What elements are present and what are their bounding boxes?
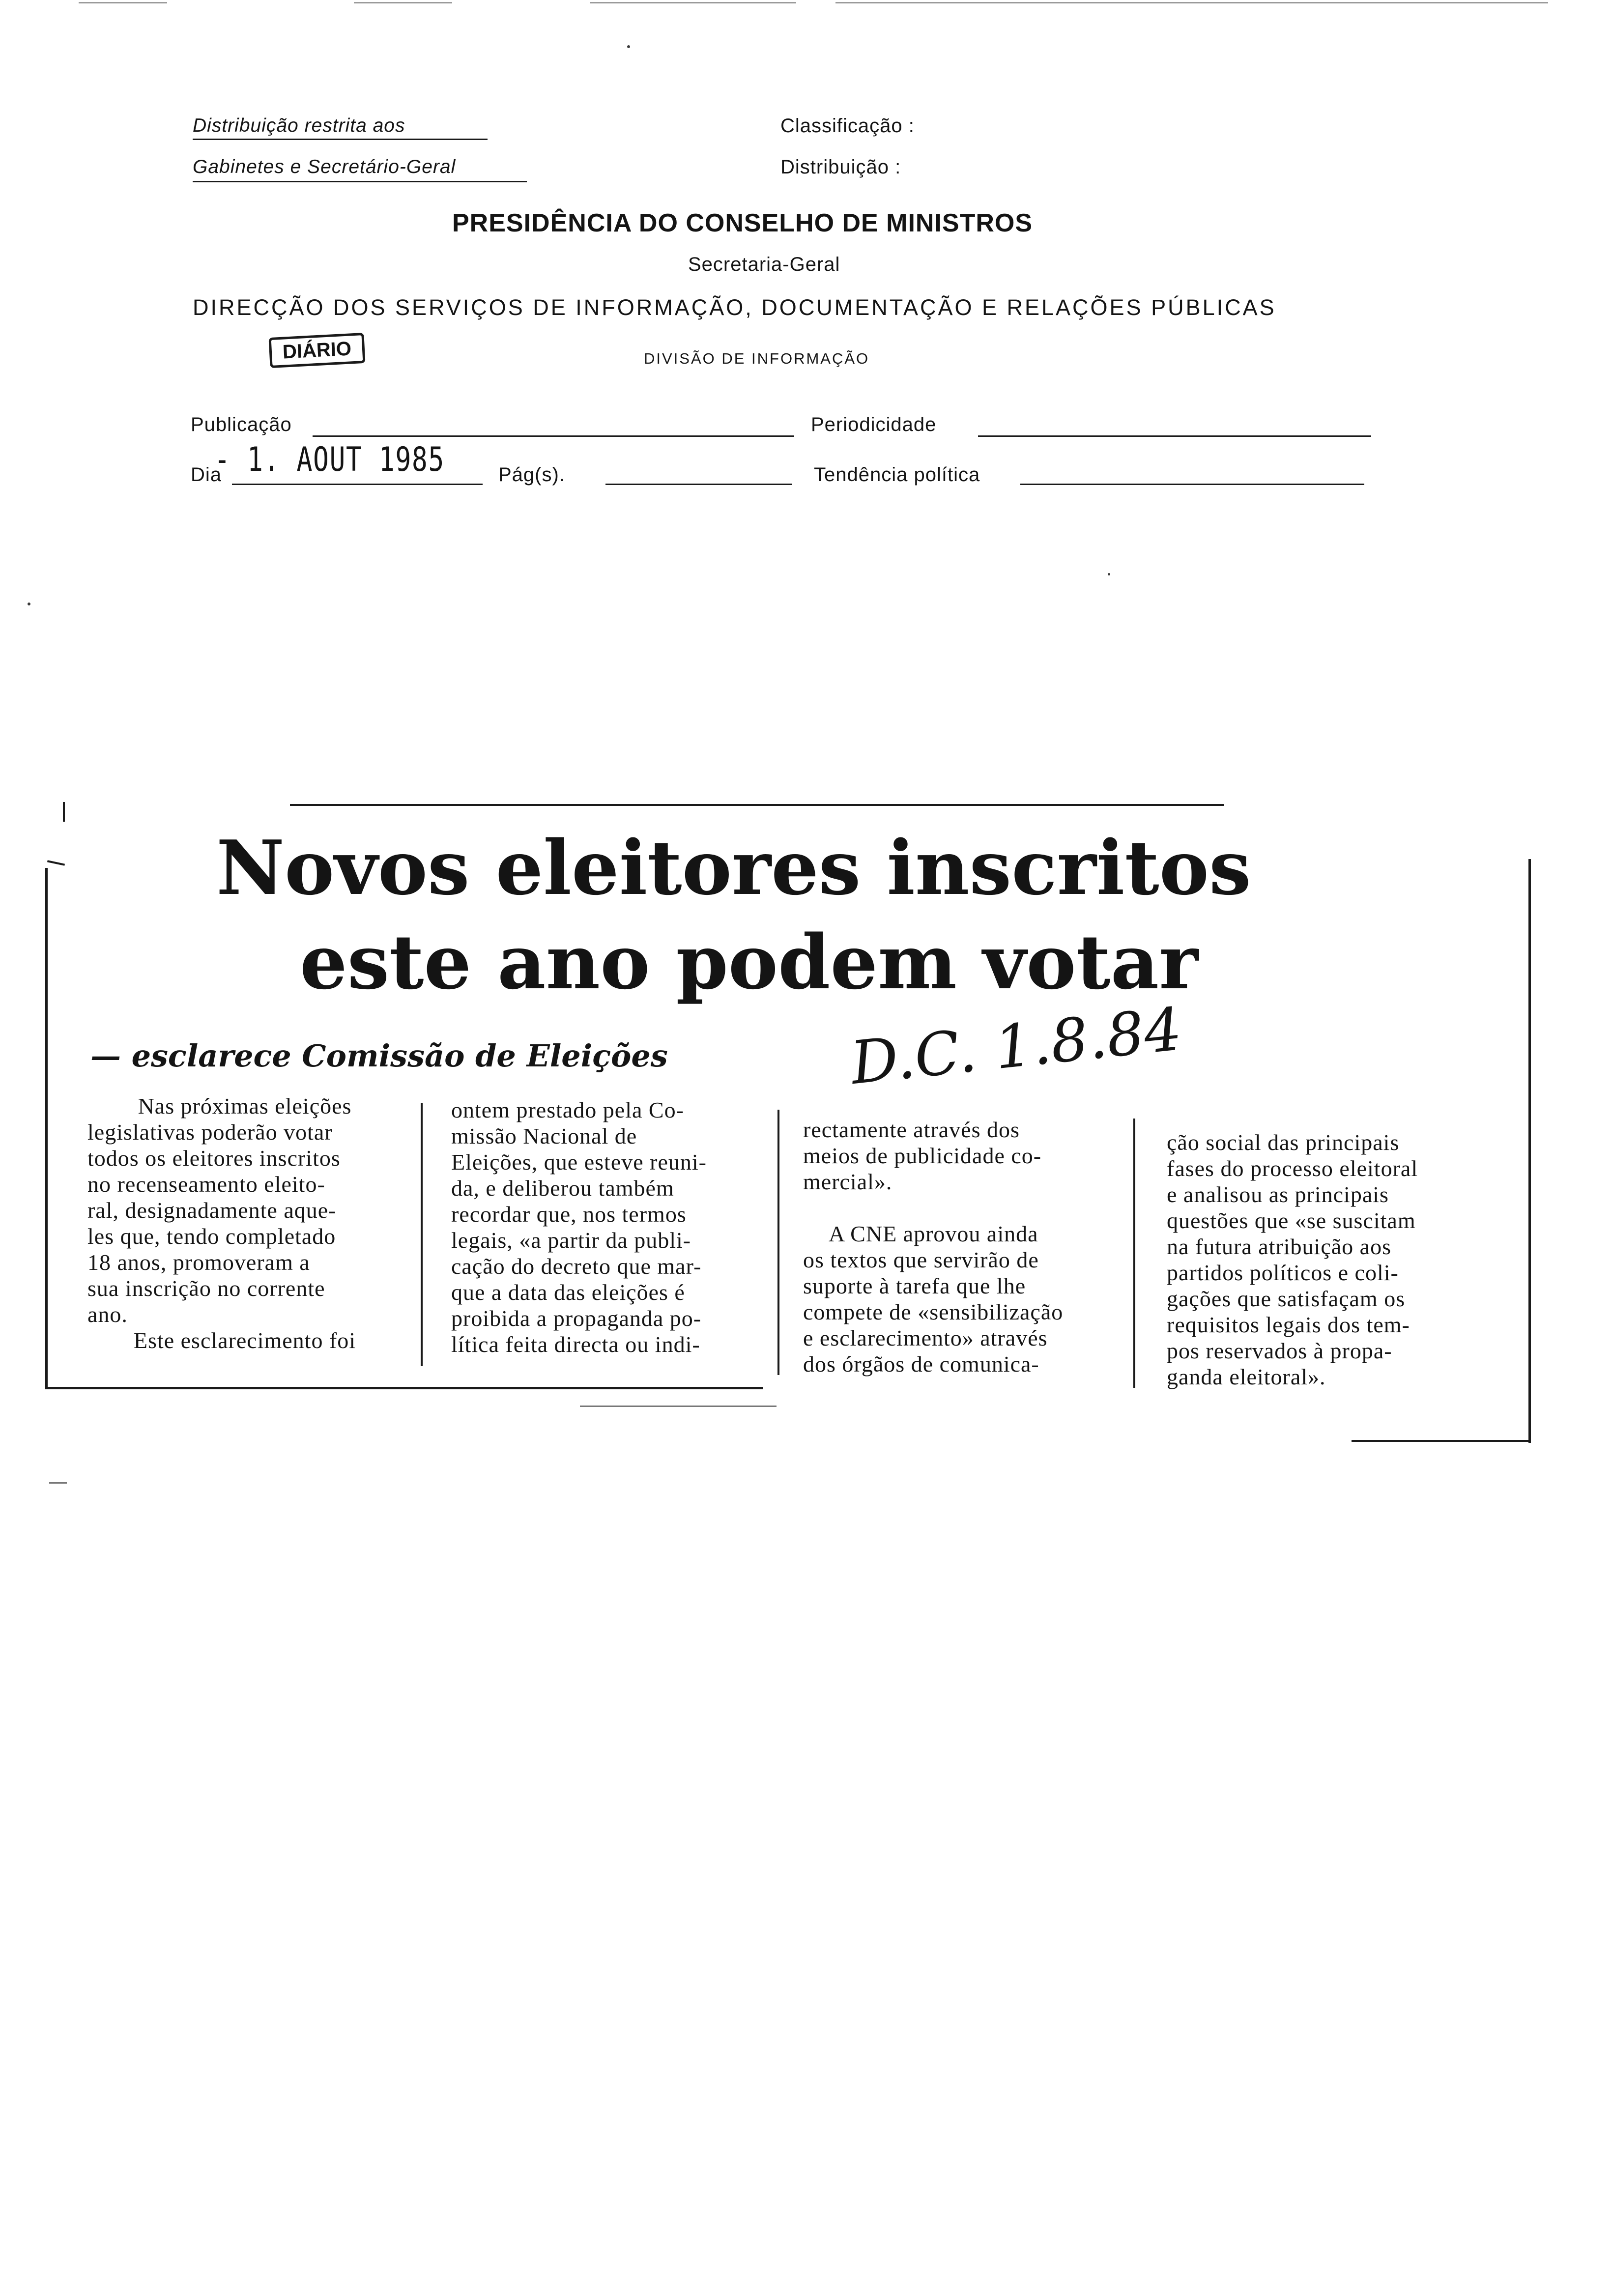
article-line: compete de «sensibilização xyxy=(803,1299,1064,1324)
publicacao-label: Publicação xyxy=(191,414,292,435)
pags-field-line xyxy=(605,484,792,485)
article-line: ganda eleitoral». xyxy=(1167,1364,1326,1389)
article-line: sua inscrição no corrente xyxy=(87,1276,325,1301)
direction-title: DIRECÇÃO DOS SERVIÇOS DE INFORMAÇÃO, DOCUMENTAÇÃO E RELAÇÕES PÚBLICAS xyxy=(193,295,1276,320)
article-line: A CNE aprovou ainda xyxy=(829,1221,1038,1246)
clip-right-border xyxy=(1528,859,1531,1443)
periodicidade-label: Periodicidade xyxy=(811,414,937,435)
article-line: meios de publicidade co- xyxy=(803,1143,1042,1168)
scan-edge-line xyxy=(835,2,1548,3)
article-line: recordar que, nos termos xyxy=(451,1202,687,1227)
classificacao-label: Classificação : xyxy=(780,115,915,137)
article-line: rectamente através dos xyxy=(803,1117,1020,1142)
scan-speck xyxy=(28,603,30,605)
tendencia-label: Tendência política xyxy=(814,464,980,486)
publication-stamp: DIÁRIO xyxy=(269,333,366,368)
article-line: e analisou as principais xyxy=(1167,1182,1389,1207)
subheadline: — esclarece Comissão de Eleições xyxy=(90,1038,668,1074)
clip-top-rule xyxy=(290,804,1224,806)
division-label: DIVISÃO DE INFORMAÇÃO xyxy=(644,350,870,367)
headline-line2: este ano podem votar xyxy=(300,918,1199,1006)
article-line: ral, designadamente aque- xyxy=(87,1198,337,1223)
article-line: legislativas poderão votar xyxy=(87,1119,333,1145)
distribuicao-label: Distribuição : xyxy=(780,156,901,178)
article-line: todos os eleitores inscritos xyxy=(87,1146,341,1171)
scan-edge-line xyxy=(354,2,452,3)
article-line: pos reservados à propa- xyxy=(1167,1338,1392,1363)
clip-bottom-border xyxy=(580,1406,777,1407)
article-line: ontem prestado pela Co- xyxy=(451,1097,684,1122)
scan-speck xyxy=(627,45,630,48)
article-line: 18 anos, promoveram a xyxy=(87,1250,310,1275)
article-line: proibida a propaganda po- xyxy=(451,1306,702,1331)
clip-edge-mark xyxy=(47,860,65,865)
article-line: que a data das eleições é xyxy=(451,1280,685,1305)
column-rule xyxy=(1133,1119,1135,1388)
column-rule xyxy=(421,1103,423,1366)
article-line: partidos políticos e coli- xyxy=(1167,1260,1399,1285)
clip-edge-mark xyxy=(63,802,65,822)
scan-edge-line xyxy=(590,2,796,3)
clip-left-border xyxy=(45,868,48,1389)
scan-edge-line xyxy=(49,1482,67,1484)
handwritten-note: D.C. 1.8.84 xyxy=(847,995,1185,1098)
headline-line1: Novos eleitores inscritos xyxy=(216,824,1251,912)
restricted-distribution-line2: Gabinetes e Secretário-Geral xyxy=(193,156,456,177)
pags-label: Pág(s). xyxy=(498,464,565,486)
article-line: e esclarecimento» através xyxy=(803,1325,1048,1350)
article-line: cação do decreto que mar- xyxy=(451,1254,702,1279)
dia-field-line xyxy=(232,484,483,485)
article-line: lítica feita directa ou indi- xyxy=(451,1332,700,1357)
clip-bottom-border xyxy=(1352,1440,1530,1442)
publicacao-field-line xyxy=(313,435,794,437)
article-line: les que, tendo completado xyxy=(87,1224,336,1249)
dia-label: Dia xyxy=(191,464,222,486)
article-line: dos órgãos de comunica- xyxy=(803,1351,1039,1377)
article-line: Eleições, que esteve reuni- xyxy=(451,1149,707,1175)
scan-speck xyxy=(1108,573,1110,575)
article-column-2 xyxy=(451,1097,756,1357)
secretaria-geral: Secretaria-Geral xyxy=(688,254,840,275)
presidency-title: PRESIDÊNCIA DO CONSELHO DE MINISTROS xyxy=(452,209,1033,237)
article-line: suporte à tarefa que lhe xyxy=(803,1273,1026,1298)
periodicidade-field-line xyxy=(978,435,1371,437)
article-line: legais, «a partir da publi- xyxy=(451,1228,691,1253)
article-line: Este esclarecimento foi xyxy=(133,1328,356,1353)
article-line: da, e deliberou também xyxy=(451,1176,674,1201)
article-column-3 xyxy=(803,1117,1118,1377)
article-line: Nas próximas eleições xyxy=(138,1093,352,1119)
article-line: fases do processo eleitoral xyxy=(1167,1156,1418,1181)
clip-bottom-border xyxy=(45,1387,763,1389)
underline xyxy=(193,181,527,182)
article-line: no recenseamento eleito- xyxy=(87,1172,325,1197)
article-line: ano. xyxy=(87,1302,128,1327)
column-rule xyxy=(777,1110,779,1375)
article-column-4 xyxy=(1167,1129,1501,1390)
article-line: gações que satisfaçam os xyxy=(1167,1286,1406,1311)
scan-edge-line xyxy=(79,2,167,3)
article-line: ção social das principais xyxy=(1167,1130,1400,1155)
article-line: questões que «se suscitam xyxy=(1167,1208,1416,1233)
article-column-1 xyxy=(87,1093,402,1353)
article-line: na futura atribuição aos xyxy=(1167,1234,1391,1259)
underline xyxy=(193,139,488,140)
tendencia-field-line xyxy=(1020,484,1364,485)
article-line: requisitos legais dos tem- xyxy=(1167,1312,1410,1337)
date-stamp: - 1. AOUT 1985 xyxy=(214,440,445,479)
article-line: missão Nacional de xyxy=(451,1123,637,1148)
article-line: os textos que servirão de xyxy=(803,1247,1039,1272)
restricted-distribution-line1: Distribuição restrita aos xyxy=(193,115,405,136)
article-line: mercial». xyxy=(803,1169,892,1194)
